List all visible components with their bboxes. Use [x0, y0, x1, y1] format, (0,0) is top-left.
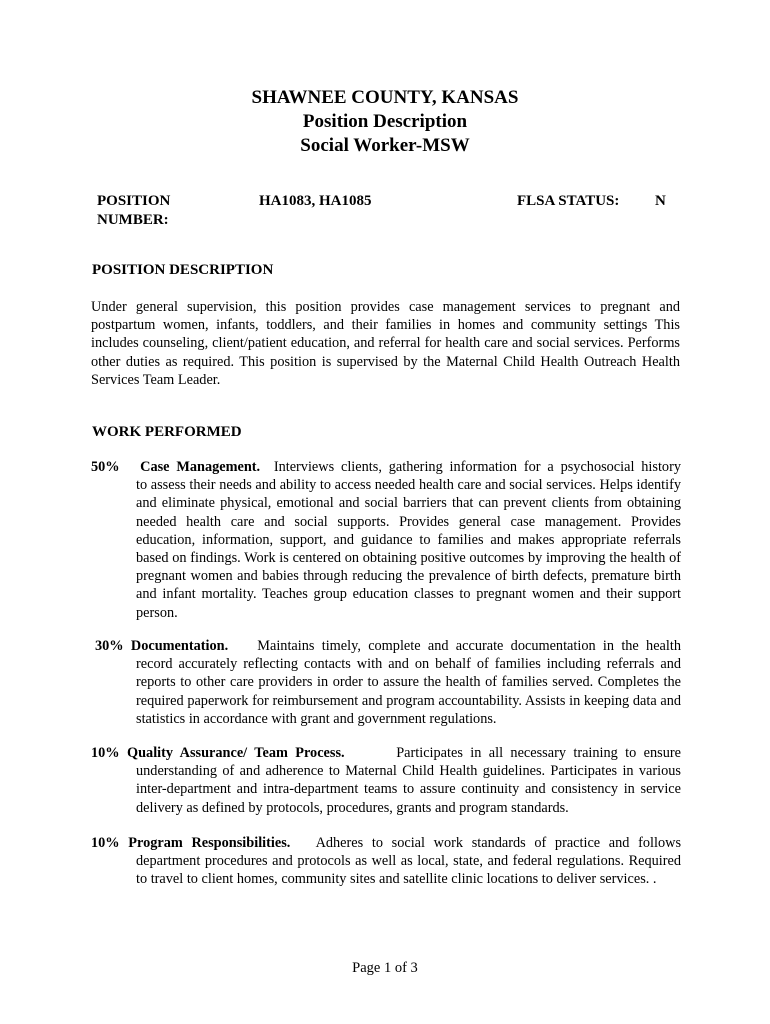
duty-program-responsibilities	[91, 834, 681, 889]
work-performed-heading: WORK PERFORMED	[92, 424, 242, 440]
duty-quality-assurance	[91, 744, 681, 817]
position-number-value: HA1083, HA1085	[259, 193, 372, 209]
duty-text: Maintains timely, complete and accurate documentation in the health	[257, 638, 681, 654]
job-title: Social Worker-MSW	[300, 135, 470, 156]
page-number: Page 1 of 3	[352, 960, 418, 976]
flsa-status-label: FLSA STATUS:	[517, 193, 620, 209]
duty-case-management	[91, 458, 681, 622]
duty-text: Interviews clients, gathering information for a psychosocial history	[273, 459, 681, 475]
document-title: Position Description	[302, 111, 468, 132]
duty-text-continued: record accurately reflecting contacts with and on behalf of families including referrals and reports to other care providers in order to assure the health of families served. Completes the required paperwork for reimbursement and program accountability. Assists in keeping data and statistics in accordance with grant and government regulations.	[136, 656, 681, 727]
flsa-status-value: N	[655, 193, 666, 209]
duty-documentation	[95, 637, 681, 728]
duty-text-continued: department procedures and protocols as well as local, state, and federal regulations. Required to travel to client homes, community sites and satellite clinic locations to deliver services. .	[136, 853, 681, 888]
duty-label: Quality Assurance/ Team Process.	[126, 745, 345, 761]
duty-label: Case Management.	[140, 459, 261, 475]
duty-percent: 10%	[91, 745, 120, 761]
position-description-text: Under general supervision, this position provides case management services to pregnant and postpartum women, infants, toddlers, and their families in homes and community settings This includes counseling, client/patient education, and referral for health care and social services. Performs other duties as required. This position is supervised by the Maternal Child Health Outreach Health Services Team Leader.	[91, 299, 680, 388]
duty-text: Adheres to social work standards of practice and follows	[315, 835, 682, 851]
position-number-label: POSITION NUMBER:	[97, 193, 171, 228]
duty-text-continued: to assess their needs and ability to access needed health care and social services. Helps identify and eliminate physical, emotional and social barriers that can prevent clients from obtaining needed health care and social supports. Provides general case management. Provides education, information, support, and guidance to families and makes appropriate referrals based on findings. Work is centered on obtaining positive outcomes by improving the health of pregnant women and babies through reducing the prevalence of birth defects, premature birth and infant mortality. Teaches group education classes to pregnant women and their support person.	[136, 477, 681, 621]
county-title: SHAWNEE COUNTY, KANSAS	[251, 87, 519, 108]
duty-label: Program Responsibilities.	[128, 835, 291, 851]
duty-text-continued: understanding of and adherence to Maternal Child Health guidelines. Participates in various inter-department and intra-department teams to assure continuity and consistency in service delivery as defined by protocols, procedures, grants and program standards.	[136, 763, 681, 816]
duty-text: Participates in all necessary training to ensure	[396, 745, 681, 761]
duty-percent: 30%	[95, 638, 124, 654]
duty-percent: 10%	[91, 835, 120, 851]
duty-label: Documentation.	[130, 638, 229, 654]
position-description-heading: POSITION DESCRIPTION	[92, 262, 274, 278]
duty-percent: 50%	[91, 459, 120, 475]
